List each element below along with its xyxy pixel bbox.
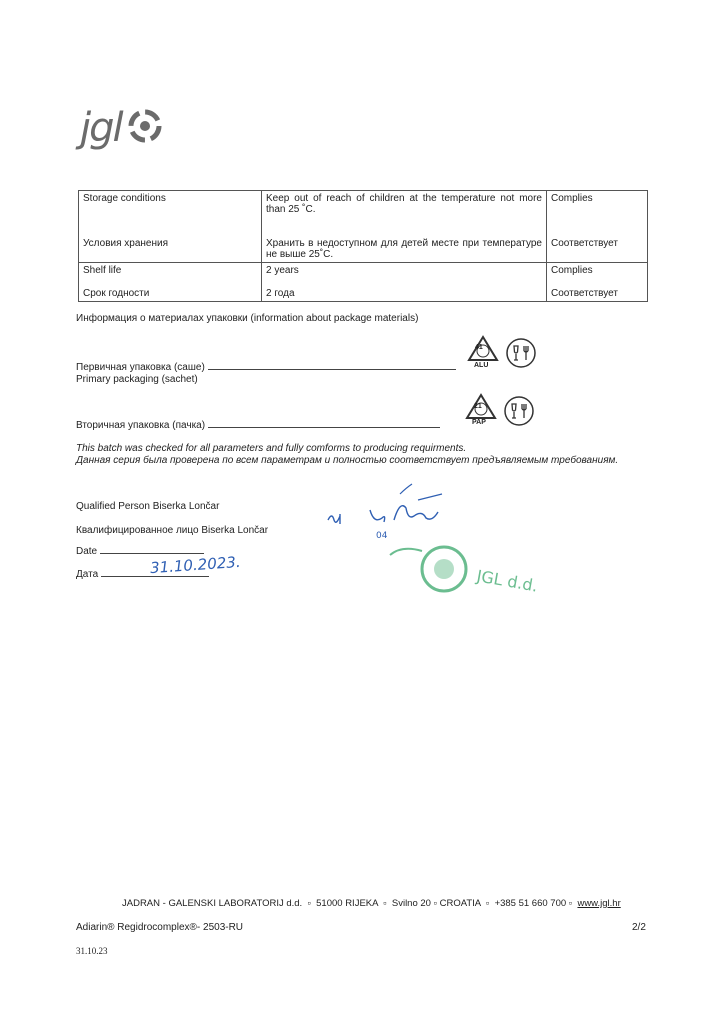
primary-code: 41 <box>475 344 483 351</box>
glass-fork-icon <box>503 395 535 427</box>
table-cell <box>547 263 648 302</box>
primary-packaging <box>76 362 456 373</box>
glass-fork-icon <box>505 337 537 369</box>
table-cell <box>262 191 547 263</box>
spec-table <box>78 190 648 302</box>
secondary-material: PAP <box>472 419 486 426</box>
bullet-icon: ▫ <box>483 898 492 909</box>
document-id: Adiarin® Regidrocomplex®- 2503-RU <box>76 922 244 933</box>
bullet-icon: ▫ <box>380 898 390 909</box>
row-status-en: Complies <box>551 265 593 276</box>
statement-en: This batch was checked for all parameters and fully comforms to producing requirments. <box>76 443 467 454</box>
row-value-en: Keep out of reach of children at the temperature not more than 25 ˚C. <box>266 193 542 215</box>
primary-packaging-ru: Первичная упаковка (саше) <box>76 362 205 373</box>
company-stamp <box>382 535 542 610</box>
date-label-ru: Дата <box>76 569 99 580</box>
footer-city: 51000 RIJEKA <box>316 898 378 909</box>
secondary-packaging <box>76 420 440 431</box>
table-row <box>79 191 648 263</box>
row-label-ru: Срок годности <box>83 288 150 299</box>
company-footer <box>122 898 642 909</box>
fill-line <box>208 369 456 370</box>
row-status-ru: Соответствует <box>551 288 618 299</box>
table-row <box>79 263 648 302</box>
svg-text:04: 04 <box>376 531 388 540</box>
row-value-ru: Хранить в недоступном для детей месте при температуре не выше 25˚C. <box>266 238 542 260</box>
footer-street: Svilno 20 <box>391 898 431 909</box>
bullet-icon: ▫ <box>304 898 314 909</box>
statement-ru: Данная серия была проверена по всем параметрам и полностью соответствует предъявляемым требованиям. <box>76 455 619 466</box>
row-value-ru: 2 года <box>266 288 295 299</box>
qualified-person-en: Qualified Person Biserka Lončar <box>76 501 220 512</box>
logo-text: jgl <box>80 105 122 151</box>
footer-country: CROATIA <box>439 898 481 909</box>
footer-phone: +385 51 660 700 <box>494 898 567 909</box>
row-label-en: Storage conditions <box>83 193 166 204</box>
row-label-ru: Условия хранения <box>83 238 169 249</box>
table-cell <box>262 263 547 302</box>
print-date: 31.10.23 <box>76 946 108 956</box>
row-status-en: Complies <box>551 193 593 204</box>
handwritten-date: 31.10.2023. <box>149 552 242 578</box>
bullet-icon: ▫ <box>433 898 437 909</box>
qualified-person-ru: Квалифицированное лицо Biserka Lončar <box>76 525 269 536</box>
fill-line <box>100 553 204 554</box>
row-label-en: Shelf life <box>83 265 122 276</box>
fill-line <box>208 427 440 428</box>
primary-packaging-en: Primary packaging (sachet) <box>76 374 198 385</box>
table-cell <box>547 191 648 263</box>
page-number: 2/2 <box>632 922 646 933</box>
footer-company: JADRAN - GALENSKI LABORATORIJ d.d. <box>122 898 303 909</box>
date-field-en <box>76 546 204 557</box>
svg-text:JGL d.d.: JGL d.d. <box>475 566 540 596</box>
table-cell <box>79 191 262 263</box>
primary-material: ALU <box>474 362 489 369</box>
jgl-swirl-icon <box>128 109 162 148</box>
date-label-en: Date <box>76 546 98 557</box>
footer-website-link[interactable]: www.jgl.hr <box>577 898 621 909</box>
table-cell <box>79 263 262 302</box>
secondary-code: 21 <box>474 403 482 410</box>
secondary-packaging-ru: Вторичная упаковка (пачка) <box>76 420 206 431</box>
package-info-heading: Информация о материалах упаковки (information about package materials) <box>76 313 419 324</box>
company-logo <box>80 105 162 151</box>
bullet-icon: ▫ <box>568 898 575 909</box>
row-status-ru: Соответствует <box>551 238 618 249</box>
row-value-en: 2 years <box>266 265 299 276</box>
